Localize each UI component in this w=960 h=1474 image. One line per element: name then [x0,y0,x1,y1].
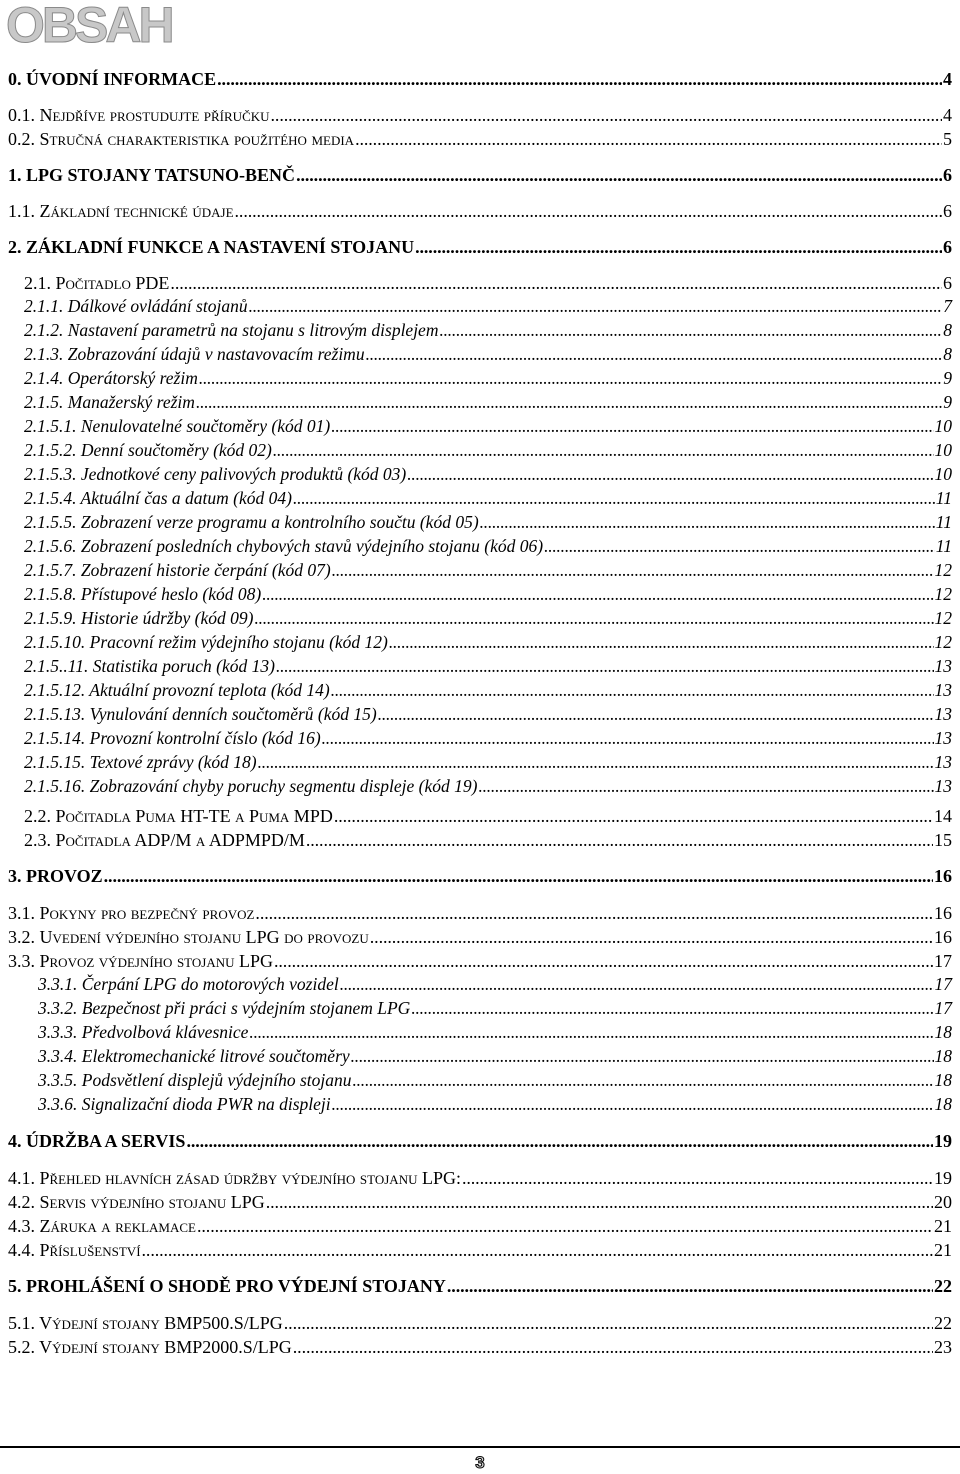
toc-dot-leader [334,807,933,825]
toc-entry[interactable] [24,514,952,532]
toc-entry[interactable] [24,466,952,484]
toc-entry-page: 21 [934,1240,952,1260]
toc-entry-page: 17 [934,974,952,994]
toc-dot-leader [293,490,935,508]
toc-entry-page: 12 [934,584,952,604]
toc-entry-page: 19 [934,1131,952,1151]
toc-entry[interactable] [24,442,952,460]
toc-entry[interactable] [8,1338,952,1356]
toc-entry-label: 2.1.5.5. Zobrazení verze programu a kontrolního součtu (kód 05) [24,512,479,532]
toc-entry-page: 9 [943,392,952,412]
toc-dot-leader [170,274,942,292]
toc-entry[interactable] [24,538,952,556]
toc-entry[interactable] [24,370,952,388]
toc-entry-label: 3.3.3. Předvolbová klávesnice [38,1022,249,1042]
toc-dot-leader [262,586,933,604]
toc-entry[interactable] [8,1132,952,1150]
toc-entry[interactable] [24,730,952,748]
toc-dot-leader [306,831,933,849]
toc-entry[interactable] [8,1193,952,1211]
toc-entry-page: 13 [934,728,952,748]
toc-dot-leader [199,370,942,388]
toc-entry[interactable] [24,658,952,676]
toc-entry-label: 2.1.5. Manažerský režim [24,392,195,412]
toc-entry-page: 6 [943,201,952,221]
toc-entry-label: 2.2. Počitadla Puma HT-TE a Puma MPD [24,806,333,826]
toc-dot-leader [370,928,933,946]
toc-entry[interactable] [38,976,952,994]
toc-entry-label: 2.1.5.10. Pracovní režim výdejního stojanu (kód 12) [24,632,388,652]
toc-entry-label: 2. ZÁKLADNÍ FUNKCE A NASTAVENÍ STOJANU [8,237,415,257]
toc-entry[interactable] [8,1314,952,1332]
toc-entry[interactable] [24,322,952,340]
toc-entry-page: 12 [934,560,952,580]
toc-dot-leader [322,730,934,748]
toc-dot-leader [447,1277,933,1295]
toc-entry[interactable] [8,130,952,148]
toc-entry[interactable] [8,1217,952,1235]
toc-dot-leader [331,682,934,700]
toc-entry-label: 3.3.6. Signalizační dioda PWR na displeji [38,1094,331,1114]
toc-dot-leader [293,1338,933,1356]
toc-entry-page: 12 [934,632,952,652]
toc-dot-leader [340,976,934,994]
toc-entry-page: 4 [943,69,952,89]
toc-entry-page: 10 [934,440,952,460]
toc-entry-label: 3.3. Provoz výdejního stojanu LPG [8,951,273,971]
toc-dot-leader [411,1000,933,1018]
toc-entry[interactable] [38,1072,952,1090]
toc-entry[interactable] [8,238,952,256]
toc-entry-page: 11 [935,488,952,508]
page-number: 3 [475,1453,485,1472]
toc-dot-leader [104,867,933,885]
toc-entry-label: 3.1. Pokyny pro bezpečný provoz [8,903,255,923]
toc-dot-leader [351,1048,934,1066]
toc-entry[interactable] [24,682,952,700]
toc-entry-label: 2.1.4. Operátorský režim [24,368,198,388]
toc-dot-leader [249,1024,933,1042]
toc-entry[interactable] [8,70,952,88]
toc-entry[interactable] [8,904,952,922]
toc-entry[interactable] [24,634,952,652]
toc-dot-leader [186,1132,933,1150]
toc-entry-label: 3.3.5. Podsvětlení displejů výdejního stojanu [38,1070,352,1090]
toc-entry-label: 0.1. Nejdříve prostudujte příručku [8,105,270,125]
toc-entry[interactable] [24,274,952,292]
toc-entry-label: 2.1.5.8. Přístupové heslo (kód 08) [24,584,262,604]
toc-dot-leader [296,166,942,184]
toc-entry[interactable] [8,928,952,946]
toc-entry-page: 17 [934,951,952,971]
toc-entry-label: 3.3.4. Elektromechanické litrové součtoměry [38,1046,350,1066]
toc-entry[interactable] [24,754,952,772]
toc-dot-leader [258,754,934,772]
toc-entry-page: 18 [934,1094,952,1114]
toc-entry-page: 8 [943,344,952,364]
toc-entry-label: 2.1.5.14. Provozní kontrolní číslo (kód 16) [24,728,321,748]
toc-entry[interactable] [24,706,952,724]
toc-entry-label: 2.1.1. Dálkové ovládání stojanů [24,296,248,316]
toc-entry-label: 5.1. Výdejní stojany BMP500.S/LPG [8,1313,283,1333]
toc-entry-page: 17 [934,998,952,1018]
toc-dot-leader [254,610,933,628]
toc-entry-page: 7 [943,296,952,316]
toc-entry-page: 4 [943,105,952,125]
toc-entry[interactable] [8,952,952,970]
toc-entry-label: 2.1.5.1. Nenulovatelné součtoměry (kód 01) [24,416,331,436]
toc-entry[interactable] [38,1024,952,1042]
toc-entry[interactable] [24,586,952,604]
toc-entry[interactable] [24,562,952,580]
toc-entry-page: 11 [935,512,952,532]
toc-dot-leader [274,952,933,970]
toc-entry-label: 2.1.5..11. Statistika poruch (kód 13) [24,656,275,676]
toc-dot-leader [378,706,934,724]
toc-dot-leader [439,322,942,340]
toc-dot-leader [276,658,934,676]
toc-entry-page: 10 [934,416,952,436]
toc-entry-label: 5.2. Výdejní stojany BMP2000.S/LPG [8,1337,292,1357]
toc-entry-page: 21 [934,1216,952,1236]
toc-entry-page: 9 [943,368,952,388]
footer-divider [0,1446,960,1448]
toc-dot-leader [355,130,942,148]
toc-entry[interactable] [8,106,952,124]
toc-entry-label: 2.1.5.15. Textové zprávy (kód 18) [24,752,257,772]
toc-entry-page: 18 [934,1070,952,1090]
toc-entry-label: 2.1.5.16. Zobrazování chyby poruchy segmentu displeje (kód 19) [24,776,478,796]
toc-entry-label: 2.1.2. Nastavení parametrů na stojanu s litrovým displejem [24,320,439,340]
toc-entry-page: 13 [934,752,952,772]
toc-entry-label: 2.3. Počitadla ADP/M a ADPMPD/M [24,830,305,850]
toc-entry-label: 2.1.5.3. Jednotkové ceny palivových produktů (kód 03) [24,464,407,484]
toc-entry-label: 2.1.5.9. Historie údržby (kód 09) [24,608,254,628]
toc-entry[interactable] [38,1048,952,1066]
toc-dot-leader [544,538,935,556]
toc-dot-leader [249,298,943,316]
toc-dot-leader [366,346,943,364]
toc-dot-leader [196,394,942,412]
toc-entry[interactable] [24,610,952,628]
toc-entry-page: 6 [943,165,952,185]
toc-entry-page: 16 [934,903,952,923]
toc-dot-leader [255,904,933,922]
toc-entry-label: 2.1.5.6. Zobrazení posledních chybových stavů výdejního stojanu (kód 06) [24,536,544,556]
toc-entry-page: 19 [934,1168,952,1188]
toc-entry-label: 3. PROVOZ [8,866,103,886]
toc-entry-label: 3.3.1. Čerpání LPG do motorových vozidel [38,974,339,994]
toc-entry[interactable] [8,166,952,184]
toc-dot-leader [235,202,942,220]
toc-entry-page: 10 [934,464,952,484]
toc-entry-page: 6 [943,237,952,257]
toc-entry-label: 4.3. Záruka a reklamace [8,1216,196,1236]
toc-dot-leader [353,1072,934,1090]
toc-entry-page: 13 [934,656,952,676]
toc-dot-leader [480,514,935,532]
toc-entry[interactable] [8,1277,952,1295]
toc-dot-leader [415,238,942,256]
toc-entry-label: 4.1. Přehled hlavních zásad údržby výdejního stojanu LPG: [8,1168,461,1188]
toc-entry-label: 2.1.5.12. Aktuální provozní teplota (kód 14) [24,680,330,700]
toc-dot-leader [389,634,934,652]
toc-entry-label: 0.2. Stručná charakteristika použitého media [8,129,355,149]
toc-entry[interactable] [38,1000,952,1018]
toc-entry-label: 5. PROHLÁŠENÍ O SHODĚ PRO VÝDEJNÍ STOJANY [8,1276,446,1296]
toc-entry-page: 23 [934,1337,952,1357]
toc-entry-page: 11 [935,536,952,556]
toc-entry-page: 8 [943,320,952,340]
toc-entry-label: 3.2. Uvedení výdejního stojanu LPG do provozu [8,927,369,947]
toc-dot-leader [332,562,934,580]
toc-entry[interactable] [24,394,952,412]
toc-entry-page: 13 [934,680,952,700]
toc-dot-leader [332,1096,934,1114]
toc-entry-page: 18 [934,1046,952,1066]
toc-entry-label: 2.1.5.7. Zobrazení historie čerpání (kód 07) [24,560,331,580]
toc-dot-leader [142,1241,933,1259]
toc-dot-leader [462,1169,933,1187]
toc-entry[interactable] [24,418,952,436]
toc-entry-page: 12 [934,608,952,628]
toc-entry[interactable] [24,831,952,849]
toc-dot-leader [407,466,933,484]
toc-entry-label: 2.1.5.4. Aktuální čas a datum (kód 04) [24,488,292,508]
document-title: OBSAH [6,0,172,53]
toc-entry-page: 16 [934,927,952,947]
toc-entry-label: 3.3.2. Bezpečnost při práci s výdejním stojanem LPG [38,998,411,1018]
toc-dot-leader [271,106,942,124]
toc-entry-page: 13 [934,704,952,724]
toc-entry[interactable] [24,778,952,796]
toc-entry[interactable] [8,1169,952,1187]
toc-dot-leader [197,1217,933,1235]
toc-entry[interactable] [8,867,952,885]
toc-entry[interactable] [24,346,952,364]
toc-entry-page: 6 [943,273,952,293]
toc-entry-page: 15 [934,830,952,850]
toc-entry-page: 20 [934,1192,952,1212]
toc-entry-label: 2.1.5.2. Denní součtoměry (kód 02) [24,440,272,460]
toc-entry-label: 0. ÚVODNÍ INFORMACE [8,69,217,89]
toc-entry-page: 16 [934,866,952,886]
toc-entry[interactable] [24,807,952,825]
toc-entry[interactable] [8,1241,952,1259]
toc-dot-leader [331,418,933,436]
toc-entry-label: 1.1. Základní technické údaje [8,201,234,221]
toc-entry[interactable] [24,490,952,508]
toc-dot-leader [284,1314,933,1332]
toc-entry-page: 14 [934,806,952,826]
toc-entry[interactable] [8,202,952,220]
toc-dot-leader [217,70,942,88]
toc-entry[interactable] [24,298,952,316]
toc-dot-leader [273,442,934,460]
toc-entry-page: 5 [943,129,952,149]
toc-entry-label: 4. ÚDRŽBA A SERVIS [8,1131,186,1151]
toc-entry-label: 2.1. Počitadlo PDE [24,273,170,293]
toc-dot-leader [478,778,933,796]
toc-entry-label: 4.2. Servis výdejního stojanu LPG [8,1192,265,1212]
toc-entry-label: 2.1.3. Zobrazování údajů v nastavovacím režimu [24,344,365,364]
toc-entry-label: 2.1.5.13. Vynulování denních součtoměrů (kód 15) [24,704,377,724]
toc-entry-label: 1. LPG STOJANY TATSUNO-BENČ [8,165,296,185]
toc-entry-page: 22 [934,1276,952,1296]
toc-entry-label: 4.4. Příslušenství [8,1240,141,1260]
toc-entry[interactable] [38,1096,952,1114]
toc-entry-page: 18 [934,1022,952,1042]
toc-entry-page: 13 [934,776,952,796]
toc-dot-leader [266,1193,933,1211]
toc-entry-page: 22 [934,1313,952,1333]
